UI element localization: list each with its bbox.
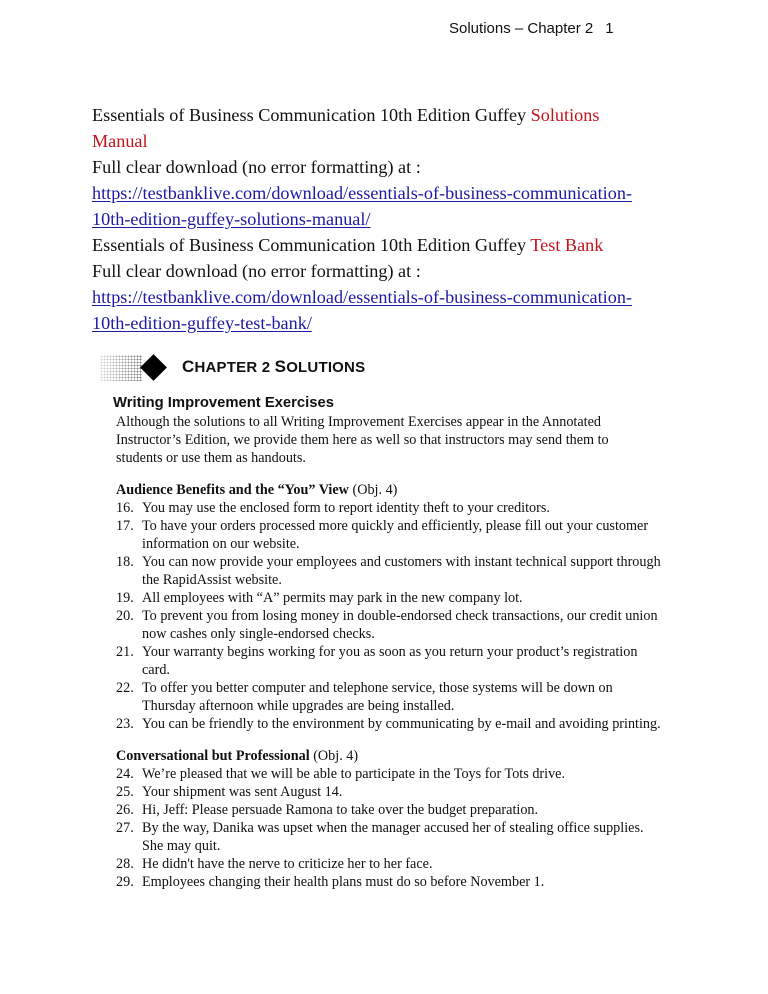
- intro-block: [92, 102, 692, 336]
- list-item: [116, 679, 673, 715]
- item-number: 28.: [116, 856, 134, 872]
- title-small-caps: OLUTIONS: [286, 359, 366, 376]
- item-text: Your warranty begins working for you as soon as you return your product’s registration card.: [142, 644, 638, 678]
- link-line[interactable]: 10th-edition-guffey-test-bank/: [92, 313, 312, 333]
- running-header: [449, 20, 614, 37]
- item-text: You may use the enclosed form to report identity theft to your creditors.: [142, 500, 550, 516]
- item-number: 22.: [116, 680, 134, 696]
- title-small-caps: HAPTER 2: [194, 359, 275, 376]
- subsection-title-bold: Audience Benefits and the “You” View: [116, 482, 349, 498]
- item-number: 24.: [116, 766, 134, 782]
- list-item: [116, 607, 673, 643]
- list-item: [116, 819, 673, 855]
- item-text: You can now provide your employees and customers with instant technical support through the RapidAssist website.: [142, 554, 661, 588]
- solutions-manual-link[interactable]: [92, 180, 692, 232]
- item-number: 23.: [116, 716, 134, 732]
- objective-ref: (Obj. 4): [348, 482, 398, 498]
- test-bank-link[interactable]: [92, 284, 692, 336]
- list-item: [116, 589, 673, 607]
- item-text: Hi, Jeff: Please persuade Ramona to take over the budget preparation.: [142, 802, 539, 818]
- halftone-dots-icon: [100, 355, 142, 381]
- link-line[interactable]: https://testbanklive.com/download/essentials-of-business-communication-: [92, 287, 632, 307]
- intro-paragraph: Although the solutions to all Writing Improvement Exercises appear in the Annotated Instructor’s Edition, we provide them here as well so that instructors may send them to students or use them as handouts.: [116, 414, 609, 466]
- item-number: 29.: [116, 874, 134, 890]
- title-cap: C: [182, 357, 195, 376]
- item-number: 16.: [116, 500, 134, 516]
- title-cap: S: [274, 357, 287, 376]
- download-text: Full clear download (no error formatting) at :: [92, 261, 421, 281]
- test-bank-title: [92, 232, 692, 258]
- list-item: [116, 553, 673, 589]
- subsection-title: [116, 481, 673, 499]
- list-item: [116, 715, 673, 733]
- item-number: 18.: [116, 554, 134, 570]
- item-text: We’re pleased that we will be able to participate in the Toys for Tots drive.: [142, 766, 566, 782]
- link-line[interactable]: https://testbanklive.com/download/essentials-of-business-communication-: [92, 183, 632, 203]
- page-number: 1: [605, 20, 614, 37]
- list-item: [116, 873, 673, 891]
- objective-ref: (Obj. 4): [309, 748, 359, 764]
- solutions-manual-title: [92, 102, 692, 128]
- diamond-bullet-icon: [140, 354, 167, 381]
- item-number: 17.: [116, 518, 134, 534]
- item-text: To offer you better computer and telephone service, those systems will be down on Thursday afternoon while upgrades are being installed.: [142, 680, 613, 714]
- item-text: Employees changing their health plans must do so before November 1.: [142, 874, 545, 890]
- subsection-title: [116, 747, 673, 765]
- list-item: [116, 855, 673, 873]
- list-item: [116, 499, 673, 517]
- title-text: Essentials of Business Communication 10th Edition Guffey: [92, 105, 531, 125]
- list-item: [116, 643, 673, 679]
- title-text: Essentials of Business Communication 10th Edition Guffey: [92, 235, 531, 255]
- item-text: He didn't have the nerve to criticize her to her face.: [142, 856, 433, 872]
- link-line[interactable]: 10th-edition-guffey-solutions-manual/: [92, 209, 371, 229]
- download-text: Full clear download (no error formatting) at :: [92, 157, 421, 177]
- list-item: [116, 783, 673, 801]
- list-item: [116, 801, 673, 819]
- section-heading: Writing Improvement Exercises: [113, 395, 334, 411]
- item-number: 19.: [116, 590, 134, 606]
- item-text: To have your orders processed more quickly and efficiently, please fill out your customer information on our website.: [142, 518, 649, 552]
- item-number: 25.: [116, 784, 134, 800]
- item-text: You can be friendly to the environment by communicating by e-mail and avoiding printing.: [142, 716, 661, 732]
- item-number: 21.: [116, 644, 134, 660]
- subsection-audience-benefits: [116, 481, 673, 733]
- item-number: 20.: [116, 608, 134, 624]
- item-number: 27.: [116, 820, 134, 836]
- item-number: 26.: [116, 802, 134, 818]
- subsection-conversational: [116, 747, 673, 891]
- list-item: [116, 517, 673, 553]
- chapter-banner: [100, 353, 420, 383]
- exercises-content: [113, 393, 673, 891]
- item-text: Your shipment was sent August 14.: [142, 784, 343, 800]
- running-title: Solutions – Chapter 2: [449, 20, 594, 37]
- list-item: [116, 765, 673, 783]
- highlight-solutions: Solutions: [530, 105, 600, 125]
- item-text: All employees with “A” permits may park in the new company lot.: [142, 590, 523, 606]
- item-text: By the way, Danika was upset when the manager accused her of stealing office supplies. She may quit.: [142, 820, 644, 854]
- subsection-title-bold: Conversational but Professional: [116, 748, 310, 764]
- highlight-manual: Manual: [92, 131, 148, 151]
- chapter-title: [182, 357, 365, 377]
- highlight-test-bank: Test Bank: [530, 235, 604, 255]
- item-text: To prevent you from losing money in double-endorsed check transactions, our credit union now cashes only single-endorsed checks.: [142, 608, 658, 642]
